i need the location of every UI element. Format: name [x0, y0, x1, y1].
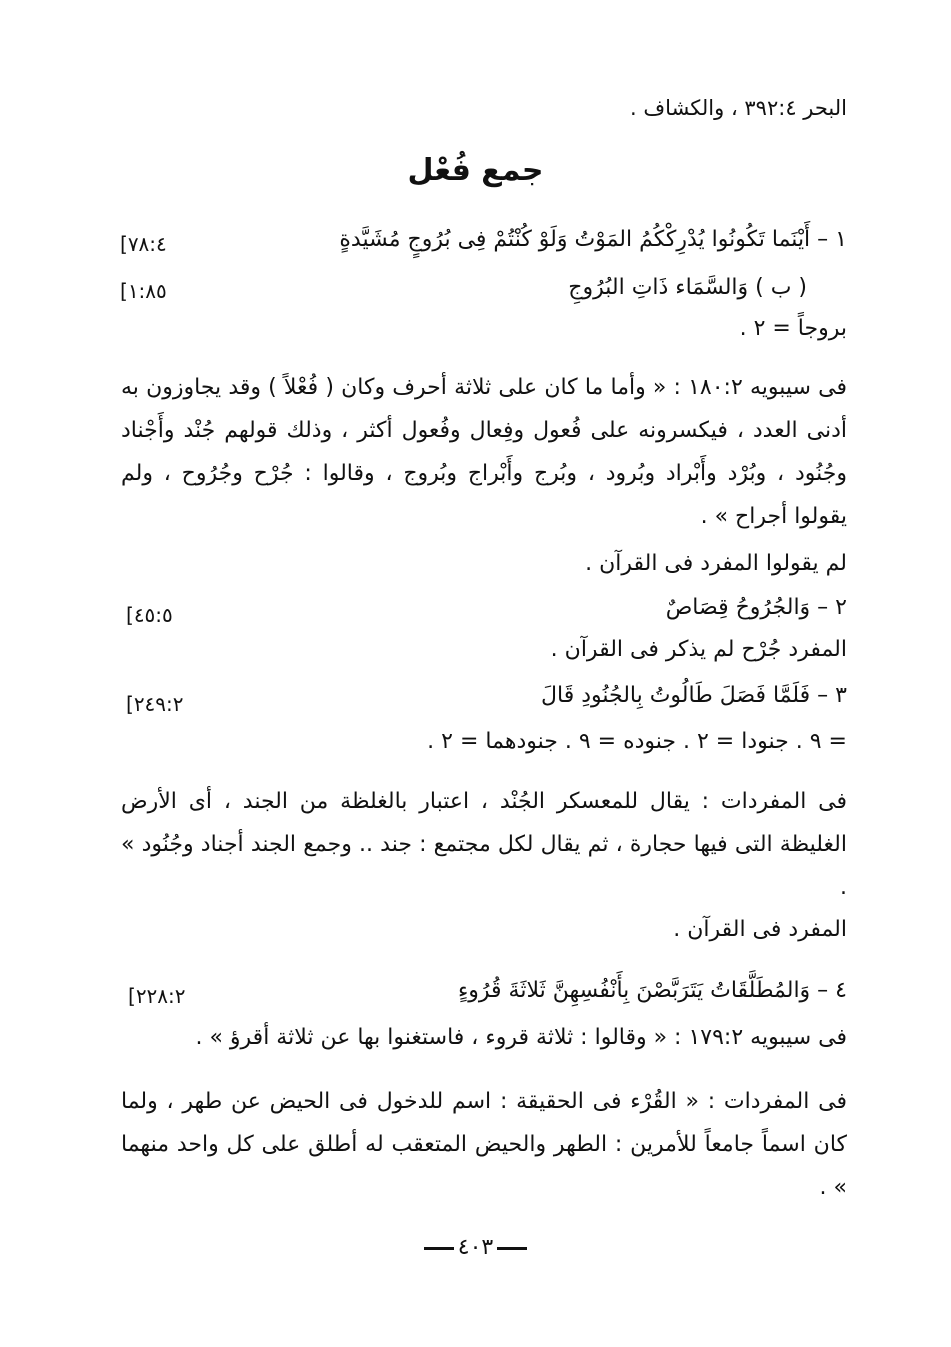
- entry-1-note: لم يقولوا المفرد فى القرآن .: [585, 551, 847, 576]
- entry-4-verse: ٤ – وَالمُطَلَّقَاتُ يَتَرَبَّصْنَ بِأَنْفُسِهِنَّ ثَلاثَةَ قُرُوءٍ: [457, 978, 847, 1003]
- entry-4-sibawayh: فى سيبويه ١٧٩:٢ : « وقالوا : ثلاثة قروء ، فاستغنوا بها عن ثلاثة أقرؤ » .: [195, 1025, 847, 1050]
- entry-3-commentary: فى المفردات : يقال للمعسكر الجُنْد ، اعتبار بالغلظة من الجند ، أى الأرض الغليظة التى فيها حجارة ، ثم يقال لكل مجتمع : جند .. وجمع الجند أجناد وجُنُود » .: [121, 789, 847, 900]
- entry-4-reference: [٢٢٨:٢: [128, 984, 186, 1008]
- entry-3-counts: = ٩ . جنودا = ٢ . جنوده = ٩ . جنودهما = ٢ .: [427, 729, 847, 754]
- section-title: جمع فُعْل: [407, 153, 544, 188]
- header-note: البحر ٣٩٢:٤ ، والكشاف .: [630, 96, 847, 120]
- entry-3-note: المفرد فى القرآن .: [673, 917, 847, 942]
- page-number-value: ٤٠٣: [457, 1235, 494, 1260]
- entry-1-reference-b: [١:٨٥: [120, 279, 167, 303]
- entry-1-commentary: فى سيبويه ١٨٠:٢ : « وأما ما كان على ثلاثة أحرف وكان ( فُعْلاً ) وقد يجاوزون به أدنى العدد ، فيكسرونه على فُعول وفِعال وفُعول أكثر ، وذلك قولهم جُنْد وأَجْناد وجُنُود ، وبُرْد وأَبْراد وبُرود ، وبُرج وأَبْراج وبُروج ، وقالوا : جُرْح وجُرُوح ، ولم يقولوا أجراح » .: [121, 375, 847, 529]
- page-number-dash-left: [497, 1247, 527, 1250]
- entry-1-reference: [٧٨:٤: [120, 232, 167, 256]
- entry-2-verse: ٢ – وَالجُرُوحُ قِصَاصٌ: [665, 595, 847, 620]
- entry-3-reference: [٢٤٩:٢: [126, 692, 184, 716]
- page-number: [0, 1235, 951, 1260]
- entry-2-note: المفرد جُرْح لم يذكر فى القرآن .: [550, 637, 847, 662]
- entry-4-commentary: فى المفردات : « القُرْء فى الحقيقة : اسم للدخول فى الحيض عن طهر ، ولما كان اسماً جامعاً للأمرين : الطهر والحيض المتعقب له أطلق على كل واحد منهما » .: [121, 1089, 847, 1200]
- entry-1-verse: ١ – أَيْنَما تَكُونُوا يُدْرِكْكُمُ المَوْتُ وَلَوْ كُنْتُمْ فِى بُرُوجٍ مُشَيَّدةٍ: [339, 227, 847, 252]
- entry-3-verse: ٣ – فَلَمَّا فَصَلَ طَالُوتُ بِالجُنُودِ قَالَ: [541, 683, 847, 708]
- entry-1-count: بروجاً = ٢ .: [739, 316, 847, 341]
- entry-2-reference: [٤٥:٥: [126, 603, 173, 627]
- entry-1-verse-b: ( ب ) وَالسَّمَاء ذَاتِ البُرُوجِ: [568, 275, 807, 300]
- page-number-dash-right: [424, 1247, 454, 1250]
